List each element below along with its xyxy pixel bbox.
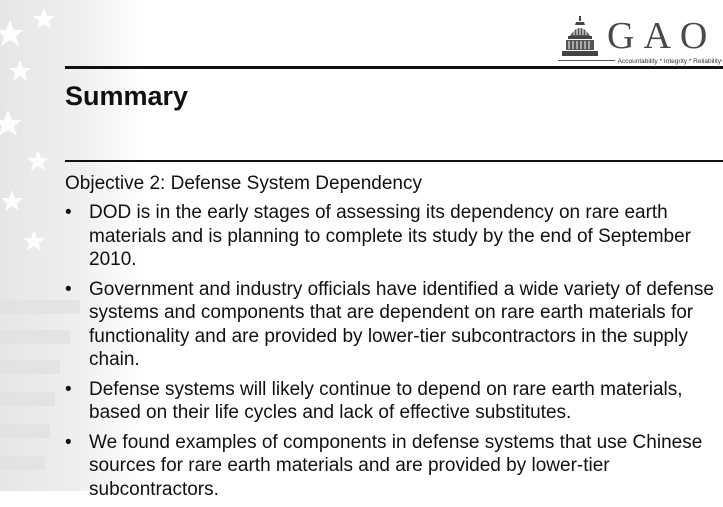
bullet-marker: • bbox=[65, 278, 72, 300]
bullet-item bbox=[65, 378, 717, 425]
bullet-marker: • bbox=[65, 378, 72, 400]
bullet-marker: • bbox=[65, 431, 72, 453]
page-title: Summary bbox=[65, 81, 189, 111]
bullet-text: Defense systems will likely continue to depend on rare earth materials, based on their life cycles and lack of effective substitutes. bbox=[89, 378, 683, 423]
gao-logo-letters: GAO bbox=[607, 15, 717, 57]
objective-subheading: Objective 2: Defense System Dependency bbox=[65, 173, 422, 194]
bullet-item bbox=[65, 431, 717, 502]
bullet-item bbox=[65, 278, 717, 372]
bullet-marker: • bbox=[65, 202, 72, 223]
section-divider bbox=[65, 160, 723, 162]
bullet-text: DOD is in the early stages of assessing its dependency on rare earth materials and is planning to complete its study by the end of September 2010. bbox=[89, 202, 692, 270]
bullet-text: We found examples of components in defense systems that use Chinese sources for rare earth materials and are provided by lower-tier subcontractors. bbox=[89, 431, 703, 500]
capitol-dome-icon bbox=[560, 16, 600, 60]
gao-logo bbox=[558, 16, 722, 68]
gao-tagline: Accountability * Integrity * Reliability bbox=[615, 57, 721, 66]
header-divider bbox=[65, 66, 723, 69]
summary-bullet-list bbox=[65, 201, 717, 507]
bullet-text: Government and industry officials have identified a wide variety of defense systems and components that are dependent on rare earth materials for functionality and are provided by lower-tier subcontractors in the supply chain. bbox=[89, 278, 714, 370]
bullet-item bbox=[65, 201, 717, 272]
